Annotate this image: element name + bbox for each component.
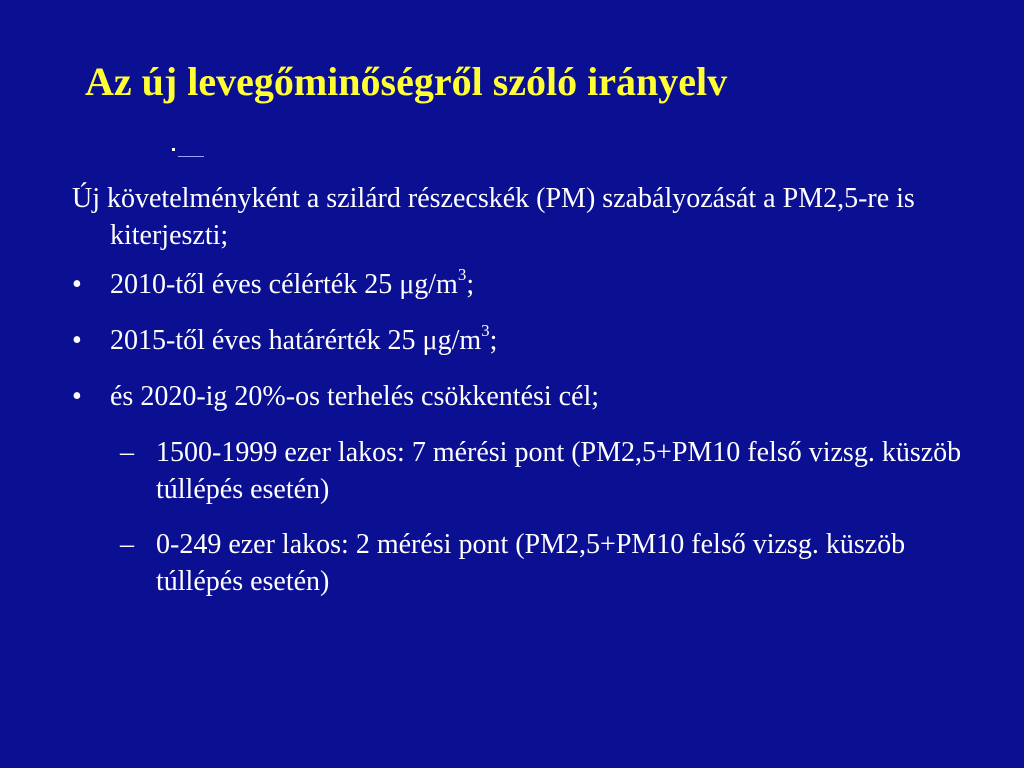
- decorative-dash: [178, 156, 204, 157]
- bullet-text: 2015-től éves határérték 25 μg/m: [110, 325, 482, 356]
- bullet-item: [72, 378, 972, 415]
- sub-marker: –: [120, 437, 134, 468]
- bullet-marker: •: [72, 269, 82, 300]
- intro-paragraph: Új követelményként a szilárd részecskék (PM) szabályozását a PM2,5-re is kiterjeszti;: [72, 183, 915, 251]
- bullet-item: [72, 322, 972, 359]
- slide-title: Az új levegőminőségről szóló irányelv: [85, 59, 728, 104]
- bullet-tail: ;: [466, 269, 475, 300]
- bullet-text: és 2020-ig 20%-os terhelés csökkentési cél;: [110, 381, 600, 412]
- sub-marker: –: [120, 529, 134, 560]
- slide-body: [72, 180, 972, 618]
- sub-item-text: 0-249 ezer lakos: 2 mérési pont (PM2,5+PM10 felső vizsg. küszöb túllépés esetén): [156, 529, 906, 597]
- bullet-tail: ;: [489, 325, 498, 356]
- bullet-superscript: 3: [457, 264, 467, 284]
- bullet-marker: •: [72, 381, 82, 412]
- sub-item: [72, 526, 972, 600]
- bullet-superscript: 3: [481, 320, 490, 340]
- bullet-marker: •: [72, 325, 82, 356]
- decorative-dot: [172, 148, 175, 151]
- sub-item: [72, 434, 972, 508]
- bullet-text: 2010-től éves célérték 25 μg/m: [110, 269, 458, 300]
- sub-item-text: 1500-1999 ezer lakos: 7 mérési pont (PM2,5+PM10 felső vizsg. küszöb túllépés esetén): [156, 437, 962, 505]
- bullet-item: [72, 266, 972, 303]
